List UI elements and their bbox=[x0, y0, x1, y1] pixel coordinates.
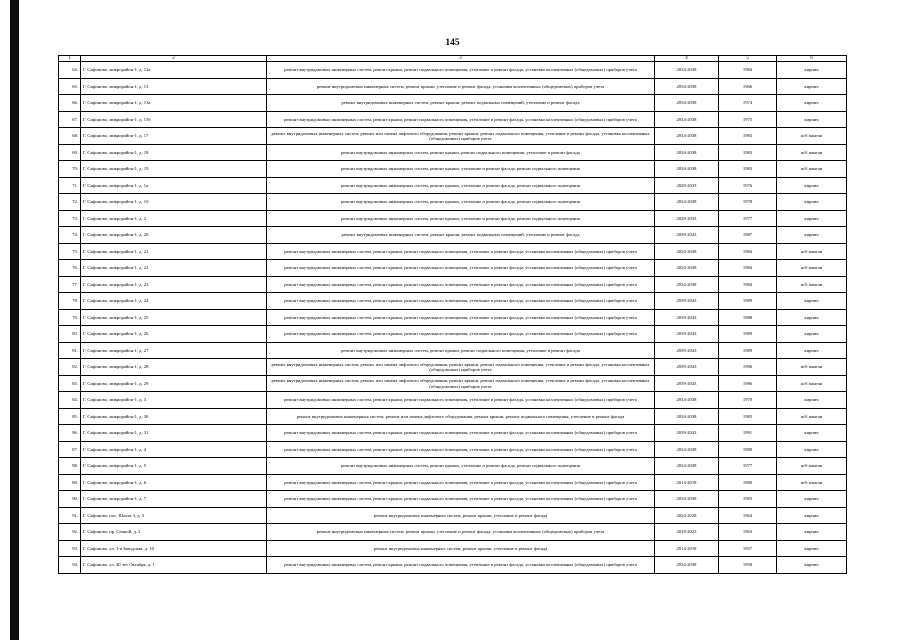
table-row bbox=[59, 491, 847, 508]
table-row bbox=[59, 524, 847, 541]
row-number: 71. bbox=[59, 177, 81, 194]
address-cell: Г. Сафоново, микрорайон-1, д. 27 bbox=[81, 342, 267, 359]
works-cell: ремонт внутридомовых инженерных систем, ремонт крыши, утепление и ремонт фасада, ремонт подвального помещения bbox=[267, 161, 655, 178]
year-cell: 1963 bbox=[719, 524, 777, 541]
works-cell: ремонт внутридомовых инженерных систем, ремонт крыши, утепление и ремонт фасада, установка коллективных (общедомовых) приборов учета bbox=[267, 78, 655, 95]
row-number: 67. bbox=[59, 111, 81, 128]
table-row bbox=[59, 243, 847, 260]
address-cell: Г. Сафоново, ул. 40 лет Октября, д. 1 bbox=[81, 557, 267, 574]
year-cell: 1980 bbox=[719, 474, 777, 491]
period-cell: 2039-2043 bbox=[655, 227, 719, 244]
year-cell: 1984 bbox=[719, 276, 777, 293]
works-cell: ремонт внутридомовых инженерных систем, ремонт крыши, ремонт подвального помещения, утепление и ремонт фасада, установка коллективных (общедомовых) приборов учета bbox=[267, 425, 655, 442]
table-row bbox=[59, 474, 847, 491]
table-row bbox=[59, 210, 847, 227]
year-cell: 1986 bbox=[719, 359, 777, 376]
works-cell: ремонт внутридомовых инженерных систем, ремонт крыши, ремонт подвального помещения, утепление и ремонт фасада, установка коллективных (общедомовых) приборов учета bbox=[267, 293, 655, 310]
table-row bbox=[59, 161, 847, 178]
period-cell: 2014-2018 bbox=[655, 540, 719, 557]
table-row bbox=[59, 342, 847, 359]
table-row bbox=[59, 507, 847, 524]
works-cell: ремонт внутридомовых инженерных систем, ремонт или замена лифтового оборудования, ремонт крыши, ремонт подвального помещения, утепление и ремонт фасада, установка коллективных (общедомовых) приборов учета bbox=[267, 128, 655, 145]
year-cell: 1976 bbox=[719, 177, 777, 194]
works-cell: ремонт внутридомовых инженерных систем, ремонт крыши, ремонт подвального помещения, утепление и ремонт фасада, установка коллективных (общедомовых) приборов учета bbox=[267, 474, 655, 491]
table-row bbox=[59, 408, 847, 425]
works-cell: ремонт внутридомовых инженерных систем, ремонт крыши, утепление и ремонт фасада, ремонт подвального помещения bbox=[267, 210, 655, 227]
address-cell: Г. Сафоново, микрорайон-1, д. 28 bbox=[81, 359, 267, 376]
year-cell: 1984 bbox=[719, 260, 777, 277]
address-cell: Г. Сафоново, пр. Сенной, д. 2 bbox=[81, 524, 267, 541]
material-cell: кирпич bbox=[777, 507, 847, 524]
material-cell: кирпич bbox=[777, 62, 847, 79]
address-cell: Г. Сафоново, микрорайон-1, д. 2 bbox=[81, 210, 267, 227]
row-number: 82. bbox=[59, 359, 81, 376]
table-row bbox=[59, 111, 847, 128]
address-cell: Г. Сафоново, микрорайон-1, д. 26 bbox=[81, 326, 267, 343]
address-cell: Г. Сафоново, микрорайон-1, д. 17 bbox=[81, 128, 267, 145]
table-row bbox=[59, 540, 847, 557]
period-cell: 2029-2033 bbox=[655, 177, 719, 194]
row-number: 70. bbox=[59, 161, 81, 178]
material-cell: кирпич bbox=[777, 491, 847, 508]
period-cell: 2034-2038 bbox=[655, 441, 719, 458]
material-cell: кирпич bbox=[777, 425, 847, 442]
year-cell: 1989 bbox=[719, 293, 777, 310]
row-number: 83. bbox=[59, 375, 81, 392]
period-cell: 2029-2033 bbox=[655, 210, 719, 227]
year-cell: 1970 bbox=[719, 392, 777, 409]
row-number: 87. bbox=[59, 441, 81, 458]
row-number: 68. bbox=[59, 128, 81, 145]
scan-edge-bar bbox=[10, 0, 19, 640]
address-cell: Г. Сафоново, микрорайон-1, д. 1а bbox=[81, 177, 267, 194]
period-cell: 2014-2018 bbox=[655, 474, 719, 491]
address-cell: Г. Сафоново, микрорайон-1, д. 30 bbox=[81, 408, 267, 425]
row-number: 78. bbox=[59, 293, 81, 310]
col-header-4: 4 bbox=[655, 56, 719, 62]
year-cell: 1983 bbox=[719, 491, 777, 508]
address-cell: Г. Сафоново, микрорайон-1, д. 1б bbox=[81, 194, 267, 211]
works-cell: ремонт внутридомовых инженерных систем, ремонт или замена лифтового оборудования, ремонт крыши, ремонт подвального помещения, утепление и ремонт фасада bbox=[267, 408, 655, 425]
table-row bbox=[59, 276, 847, 293]
row-number: 79. bbox=[59, 309, 81, 326]
row-number: 76. bbox=[59, 260, 81, 277]
material-cell: кирпич bbox=[777, 78, 847, 95]
works-cell: ремонт внутридомовых инженерных систем, ремонт или замена лифтового оборудования, ремонт крыши, ремонт подвального помещения, утепление и ремонт фасада, установка коллективных (общедомовых) приборов учета bbox=[267, 375, 655, 392]
works-cell: ремонт внутридомовых инженерных систем, ремонт или замена лифтового оборудования, ремонт крыши, ремонт подвального помещения, утепление и ремонт фасада, установка коллективных (общедомовых) приборов учета bbox=[267, 359, 655, 376]
year-cell: 1983 bbox=[719, 161, 777, 178]
material-cell: кирпич bbox=[777, 524, 847, 541]
address-cell: Г. Сафоново, микрорайон-1, д. 21 bbox=[81, 243, 267, 260]
period-cell: 2034-2038 bbox=[655, 144, 719, 161]
works-cell: ремонт внутридомовых инженерных систем, ремонт крыши, утепление и ремонт фасада bbox=[267, 540, 655, 557]
year-cell: 1983 bbox=[719, 144, 777, 161]
table-row bbox=[59, 260, 847, 277]
address-cell: Г. Сафоново, ул. 1-я Заводская, д. 10 bbox=[81, 540, 267, 557]
address-cell: Г. Сафоново, микрорайон-1, д. 24 bbox=[81, 293, 267, 310]
row-number: 77. bbox=[59, 276, 81, 293]
col-header-5: 5 bbox=[719, 56, 777, 62]
period-cell: 2039-2043 bbox=[655, 359, 719, 376]
material-cell: ж/б панели bbox=[777, 260, 847, 277]
material-cell: ж/б панели bbox=[777, 144, 847, 161]
material-cell: ж/б панели bbox=[777, 243, 847, 260]
works-cell: ремонт внутридомовых инженерных систем, ремонт крыши, ремонт подвального помещения, утепление и ремонт фасада, установка коллективных (общедомовых) приборов учета bbox=[267, 62, 655, 79]
period-cell: 2039-2043 bbox=[655, 425, 719, 442]
year-cell: 1966 bbox=[719, 78, 777, 95]
year-cell: 1989 bbox=[719, 342, 777, 359]
address-cell: Г. Сафоново, микрорайон-1, д. 13б bbox=[81, 111, 267, 128]
period-cell: 2034-2038 bbox=[655, 408, 719, 425]
period-cell: 2034-2038 bbox=[655, 260, 719, 277]
table-row bbox=[59, 557, 847, 574]
row-number: 66. bbox=[59, 95, 81, 112]
material-cell: ж/б панели bbox=[777, 474, 847, 491]
period-cell: 2034-2038 bbox=[655, 128, 719, 145]
row-number: 75. bbox=[59, 243, 81, 260]
year-cell: 1984 bbox=[719, 243, 777, 260]
material-cell: ж/б панели bbox=[777, 128, 847, 145]
table-row bbox=[59, 227, 847, 244]
period-cell: 2039-2043 bbox=[655, 309, 719, 326]
works-cell: ремонт внутридомовых инженерных систем, ремонт крыши, ремонт подвального помещения, утепление и ремонт фасада, установка коллективных (общедомовых) приборов учета bbox=[267, 326, 655, 343]
material-cell: кирпич bbox=[777, 194, 847, 211]
table-row bbox=[59, 95, 847, 112]
table-row bbox=[59, 441, 847, 458]
address-cell: Г. Сафоново, микрорайон-1, д. 6 bbox=[81, 474, 267, 491]
address-cell: Г. Сафоново, микрорайон-1, д. 19 bbox=[81, 161, 267, 178]
table-row bbox=[59, 293, 847, 310]
works-cell: ремонт внутридомовых инженерных систем, ремонт крыши, утепление и ремонт фасада, ремонт подвального помещения bbox=[267, 458, 655, 475]
year-cell: 1986 bbox=[719, 375, 777, 392]
row-number: 64. bbox=[59, 62, 81, 79]
works-cell: ремонт внутридомовых инженерных систем, ремонт крыши, ремонт подвальных помещений, утепление и ремонт фасада bbox=[267, 227, 655, 244]
housing-repair-table bbox=[58, 55, 847, 574]
year-cell: 1984 bbox=[719, 62, 777, 79]
works-cell: ремонт внутридомовых инженерных систем, ремонт крыши, ремонт подвального помещения, утепление и ремонт фасада, установка коллективных (общедомовых) приборов учета bbox=[267, 309, 655, 326]
year-cell: 1964 bbox=[719, 507, 777, 524]
material-cell: ж/б панели bbox=[777, 359, 847, 376]
period-cell: 2034-2038 bbox=[655, 557, 719, 574]
address-cell: Г. Сафоново, микрорайон-1, д. 22 bbox=[81, 260, 267, 277]
period-cell: 2034-2038 bbox=[655, 78, 719, 95]
material-cell: кирпич bbox=[777, 95, 847, 112]
address-cell: Г. Сафоново, микрорайон-1, д. 13 bbox=[81, 78, 267, 95]
works-cell: ремонт внутридомовых инженерных систем, ремонт крыши, ремонт подвальных помещений, утепление и ремонт фасада bbox=[267, 95, 655, 112]
row-number: 81. bbox=[59, 342, 81, 359]
table-row bbox=[59, 392, 847, 409]
row-number: 88. bbox=[59, 458, 81, 475]
table-row bbox=[59, 326, 847, 343]
col-header-1: 1 bbox=[59, 56, 81, 62]
table-row bbox=[59, 177, 847, 194]
row-number: 80. bbox=[59, 326, 81, 343]
material-cell: кирпич bbox=[777, 557, 847, 574]
table-row bbox=[59, 458, 847, 475]
works-cell: ремонт внутридомовых инженерных систем, ремонт крыши, ремонт подвального помещения, утепление и ремонт фасада, установка коллективных (общедомовых) приборов учета bbox=[267, 491, 655, 508]
works-cell: ремонт внутридомовых инженерных систем, ремонт крыши, ремонт подвального помещения, утепление и ремонт фасада, установка коллективных (общедомовых) приборов учета bbox=[267, 276, 655, 293]
year-cell: 1991 bbox=[719, 425, 777, 442]
works-cell: ремонт внутридомовых инженерных систем, ремонт крыши, утепление и ремонт фасада bbox=[267, 507, 655, 524]
col-header-2: 2 bbox=[81, 56, 267, 62]
table-row bbox=[59, 194, 847, 211]
table-row bbox=[59, 62, 847, 79]
works-cell: ремонт внутридомовых инженерных систем, ремонт крыши, ремонт подвального помещения, утепление и ремонт фасада, установка коллективных (общедомовых) приборов учета bbox=[267, 392, 655, 409]
row-number: 72. bbox=[59, 194, 81, 211]
material-cell: кирпич bbox=[777, 210, 847, 227]
period-cell: 2034-2038 bbox=[655, 62, 719, 79]
year-cell: 1980 bbox=[719, 441, 777, 458]
address-cell: Г. Сафоново, микрорайон-1, д. 4 bbox=[81, 441, 267, 458]
table-row bbox=[59, 359, 847, 376]
period-cell: 2034-2038 bbox=[655, 161, 719, 178]
period-cell: 2034-2038 bbox=[655, 276, 719, 293]
row-number: 93. bbox=[59, 540, 81, 557]
table-row bbox=[59, 425, 847, 442]
table-row bbox=[59, 144, 847, 161]
works-cell: ремонт внутридомовых инженерных систем, ремонт крыши, утепление и ремонт фасада, ремонт подвального помещения bbox=[267, 177, 655, 194]
works-cell: ремонт внутридомовых инженерных систем, ремонт крыши, ремонт подвального помещения, утепление и ремонт фасада, установка коллективных (общедомовых) приборов учета bbox=[267, 441, 655, 458]
material-cell: кирпич bbox=[777, 540, 847, 557]
works-cell: ремонт внутридомовых инженерных систем, ремонт крыши, ремонт подвального помещения, утепление и ремонт фасада bbox=[267, 342, 655, 359]
row-number: 73. bbox=[59, 210, 81, 227]
works-cell: ремонт внутридомовых инженерных систем, ремонт крыши, ремонт подвального помещения, утепление и ремонт фасада, установка коллективных (общедомовых) приборов учета bbox=[267, 557, 655, 574]
material-cell: ж/б панели bbox=[777, 458, 847, 475]
address-cell: Г. Сафоново, микрорайон-1, д. 7 bbox=[81, 491, 267, 508]
year-cell: 1977 bbox=[719, 458, 777, 475]
address-cell: Г. Сафоново, микрорайон-1, д. 25 bbox=[81, 309, 267, 326]
year-cell: 1978 bbox=[719, 194, 777, 211]
year-cell: 1988 bbox=[719, 309, 777, 326]
material-cell: кирпич bbox=[777, 293, 847, 310]
address-cell: Г. Сафоново, микрорайон-1, д. 5 bbox=[81, 458, 267, 475]
year-cell: 1977 bbox=[719, 210, 777, 227]
period-cell: 2024-2028 bbox=[655, 507, 719, 524]
material-cell: ж/б панели bbox=[777, 375, 847, 392]
works-cell: ремонт внутридомовых инженерных систем, ремонт крыши, ремонт подвального помещения, утепление и ремонт фасада bbox=[267, 144, 655, 161]
material-cell: кирпич bbox=[777, 227, 847, 244]
address-cell: Г. Сафоново, микрорайон-1, д. 18 bbox=[81, 144, 267, 161]
material-cell: кирпич bbox=[777, 441, 847, 458]
row-number: 92. bbox=[59, 524, 81, 541]
row-number: 85. bbox=[59, 408, 81, 425]
material-cell: ж/б панели bbox=[777, 276, 847, 293]
year-cell: 1958 bbox=[719, 557, 777, 574]
period-cell: 2034-2038 bbox=[655, 392, 719, 409]
year-cell: 1985 bbox=[719, 408, 777, 425]
col-header-6: 6 bbox=[777, 56, 847, 62]
material-cell: кирпич bbox=[777, 342, 847, 359]
material-cell: кирпич bbox=[777, 326, 847, 343]
row-number: 65. bbox=[59, 78, 81, 95]
year-cell: 1957 bbox=[719, 540, 777, 557]
material-cell: кирпич bbox=[777, 309, 847, 326]
col-header-3: 3 bbox=[267, 56, 655, 62]
material-cell: кирпич bbox=[777, 177, 847, 194]
row-number: 94. bbox=[59, 557, 81, 574]
address-cell: Г. Сафоново, микрорайон-1, д. 23 bbox=[81, 276, 267, 293]
year-cell: 1989 bbox=[719, 326, 777, 343]
material-cell: кирпич bbox=[777, 111, 847, 128]
row-number: 86. bbox=[59, 425, 81, 442]
row-number: 69. bbox=[59, 144, 81, 161]
year-cell: 1974 bbox=[719, 95, 777, 112]
works-cell: ремонт внутридомовых инженерных систем, ремонт крыши, утепление и ремонт фасада, установка коллективных (общедомовых) приборов учета bbox=[267, 524, 655, 541]
address-cell: Г. Сафоново, микрорайон-1, д. 29 bbox=[81, 375, 267, 392]
address-cell: Г. Сафоново, микрорайон-1, д. 31 bbox=[81, 425, 267, 442]
period-cell: 2039-2043 bbox=[655, 375, 719, 392]
table-row bbox=[59, 309, 847, 326]
works-cell: ремонт внутридомовых инженерных систем, ремонт крыши, утепление и ремонт фасада, ремонт подвального помещения bbox=[267, 194, 655, 211]
row-number: 90. bbox=[59, 491, 81, 508]
address-cell: Г. Сафоново, микрорайон-1, д. 3 bbox=[81, 392, 267, 409]
table-row bbox=[59, 375, 847, 392]
works-cell: ремонт внутридомовых инженерных систем, ремонт крыши, ремонт подвального помещения, утепление и ремонт фасада, установка коллективных (общедомовых) приборов учета bbox=[267, 111, 655, 128]
period-cell: 2019-2023 bbox=[655, 524, 719, 541]
table-row bbox=[59, 128, 847, 145]
address-cell: Г. Сафоново, микрорайон-1, д. 12а bbox=[81, 62, 267, 79]
period-cell: 2034-2038 bbox=[655, 95, 719, 112]
period-cell: 2034-2038 bbox=[655, 491, 719, 508]
address-cell: Г. Сафоново, микрорайон-1, д. 13а bbox=[81, 95, 267, 112]
period-cell: 2034-2038 bbox=[655, 458, 719, 475]
page-number: 145 bbox=[445, 38, 460, 48]
period-cell: 2039-2043 bbox=[655, 326, 719, 343]
period-cell: 2034-2038 bbox=[655, 243, 719, 260]
year-cell: 1975 bbox=[719, 111, 777, 128]
address-cell: Г. Сафоново, пос. Шахта 3, д. 5 bbox=[81, 507, 267, 524]
works-cell: ремонт внутридомовых инженерных систем, ремонт крыши, ремонт подвального помещения, утепление и ремонт фасада, установка коллективных (общедомовых) приборов учета bbox=[267, 260, 655, 277]
row-number: 89. bbox=[59, 474, 81, 491]
year-cell: 1987 bbox=[719, 227, 777, 244]
works-cell: ремонт внутридомовых инженерных систем, ремонт крыши, ремонт подвального помещения, утепление и ремонт фасада, установка коллективных (общедомовых) приборов учета bbox=[267, 243, 655, 260]
material-cell: ж/б панели bbox=[777, 408, 847, 425]
period-cell: 2034-2038 bbox=[655, 194, 719, 211]
row-number: 84. bbox=[59, 392, 81, 409]
year-cell: 1983 bbox=[719, 128, 777, 145]
row-number: 74. bbox=[59, 227, 81, 244]
period-cell: 2039-2043 bbox=[655, 293, 719, 310]
period-cell: 2039-2043 bbox=[655, 342, 719, 359]
period-cell: 2034-2038 bbox=[655, 111, 719, 128]
row-number: 91. bbox=[59, 507, 81, 524]
table-row bbox=[59, 78, 847, 95]
material-cell: кирпич bbox=[777, 392, 847, 409]
address-cell: Г. Сафоново, микрорайон-1, д. 20 bbox=[81, 227, 267, 244]
material-cell: ж/б панели bbox=[777, 161, 847, 178]
